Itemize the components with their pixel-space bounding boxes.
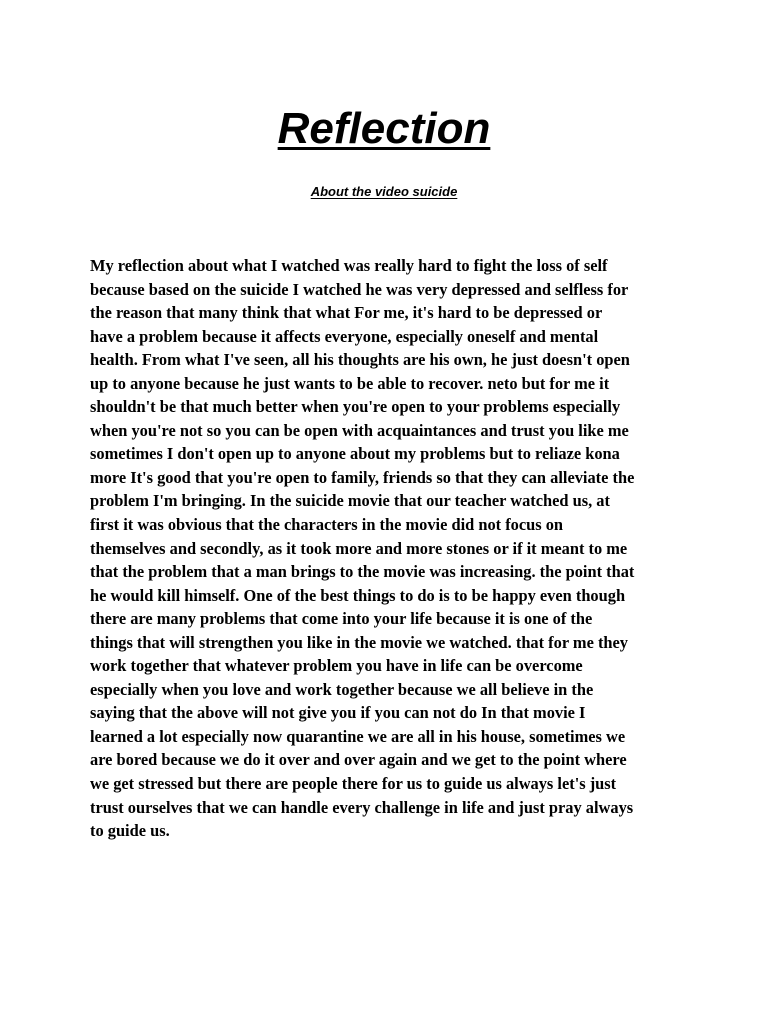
body-line: that the problem that a man brings to the movie was increasing. the point that <box>90 562 635 582</box>
body-line: because based on the suicide I watched he was very depressed and selfless for <box>90 279 629 299</box>
body-line: the reason that many think that what For me, it's hard to be depressed or <box>90 303 603 323</box>
body-line: learned a lot especially now quarantine we are all in his house, sometimes we <box>90 726 626 746</box>
body-line: we get stressed but there are people there for us to guide us always let's just <box>90 774 617 794</box>
body-line: My reflection about what I watched was really hard to fight the loss of self <box>90 256 608 275</box>
body-line: to guide us. <box>90 821 170 841</box>
body-line: work together that whatever problem you have in life can be overcome <box>90 656 583 676</box>
body-line: are bored because we do it over and over again and we get to the point where <box>90 750 627 770</box>
page-title <box>0 103 768 155</box>
body-line: more It's good that you're open to family, friends so that they can alleviate the <box>90 467 635 487</box>
body-line: things that will strengthen you like in the movie we watched. that for me they <box>90 632 628 652</box>
page-title-text: Reflection <box>277 104 491 153</box>
body-line: health. From what I've seen, all his thoughts are his own, he just doesn't open <box>90 350 630 370</box>
body-line: trust ourselves that we can handle every challenge in life and just pray always <box>90 797 634 817</box>
page-subtitle <box>0 183 768 201</box>
body-line: shouldn't be that much better when you're open to your problems especially <box>90 397 621 417</box>
body-line: themselves and secondly, as it took more and more stones or if it meant to me <box>90 538 628 558</box>
body-line: saying that the above will not give you if you can not do In that movie I <box>90 703 586 723</box>
body-paragraph <box>90 254 690 843</box>
body-line: have a problem because it affects everyone, especially oneself and mental <box>90 326 599 346</box>
body-line: problem I'm bringing. In the suicide movie that our teacher watched us, at <box>90 491 610 511</box>
page-subtitle-text: About the video suicide <box>310 184 458 199</box>
body-line: when you're not so you can be open with acquaintances and trust you like me <box>90 420 629 440</box>
body-line: there are many problems that come into your life because it is one of the <box>90 609 593 629</box>
body-line: he would kill himself. One of the best things to do is to be happy even though <box>90 585 626 605</box>
body-line: up to anyone because he just wants to be able to recover. neto but for me it <box>90 373 610 393</box>
body-line: sometimes I don't open up to anyone about my problems but to reliaze kona <box>90 444 620 464</box>
body-line: especially when you love and work together because we all believe in the <box>90 679 594 699</box>
body-line: first it was obvious that the characters in the movie did not focus on <box>90 515 564 535</box>
